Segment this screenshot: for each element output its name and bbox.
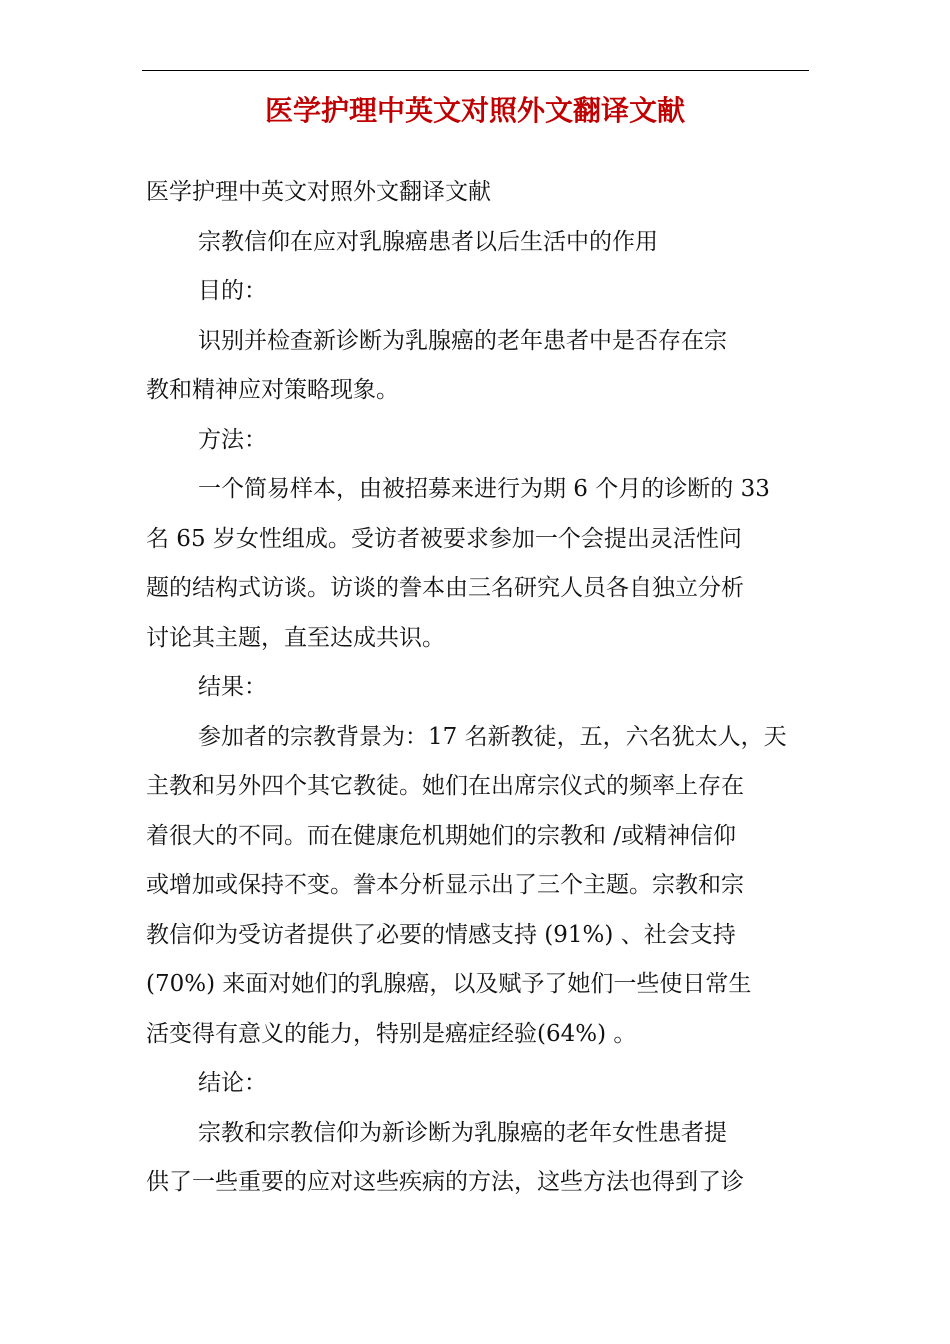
body-line: 教和精神应对策略现象。	[146, 377, 399, 403]
body-line: 教信仰为受访者提供了必要的情感支持 (91%) 、社会支持	[146, 921, 736, 948]
body-line: 医学护理中英文对照外文翻译文献	[146, 179, 491, 205]
body-line: 主教和另外四个其它教徒。她们在出席宗仪式的频率上存在	[146, 773, 744, 799]
body-line: 讨论其主题，直至达成共识。	[146, 624, 445, 651]
body-line: 目的：	[198, 278, 267, 304]
body-line: 结果：	[198, 674, 267, 700]
header-rule	[142, 70, 809, 71]
body-line: 活变得有意义的能力，特别是癌症经验(64%) 。	[146, 1020, 637, 1047]
body-line: (70%) 来面对她们的乳腺癌，以及赋予了她们一些使日常生	[146, 971, 752, 997]
body-line: 题的结构式访谈。访谈的誊本由三名研究人员各自独立分析	[146, 575, 744, 601]
body-line: 识别并检查新诊断为乳腺癌的老年患者中是否存在宗	[198, 327, 727, 354]
body-line: 一个简易样本，由被招募来进行为期 6 个月的诊断的 33	[198, 476, 770, 502]
body-line: 名 65 岁女性组成。受访者被要求参加一个会提出灵活性问	[146, 525, 742, 552]
body-line: 宗教信仰在应对乳腺癌患者以后生活中的作用	[198, 228, 658, 255]
body-line: 参加者的宗教背景为：17 名新教徒，五，六名犹太人，天	[198, 723, 787, 750]
document-body	[146, 168, 814, 1208]
body-line: 方法：	[198, 426, 267, 453]
body-line: 供了一些重要的应对这些疾病的方法，这些方法也得到了诊	[146, 1169, 744, 1195]
body-line: 结论：	[198, 1070, 267, 1096]
document-title: 医学护理中英文对照外文翻译文献	[264, 94, 685, 127]
body-line: 宗教和宗教信仰为新诊断为乳腺癌的老年女性患者提	[198, 1119, 727, 1146]
body-line: 着很大的不同。而在健康危机期她们的宗教和 /或精神信仰	[146, 822, 737, 849]
body-line: 或增加或保持不变。誊本分析显示出了三个主题。宗教和宗	[146, 872, 744, 898]
